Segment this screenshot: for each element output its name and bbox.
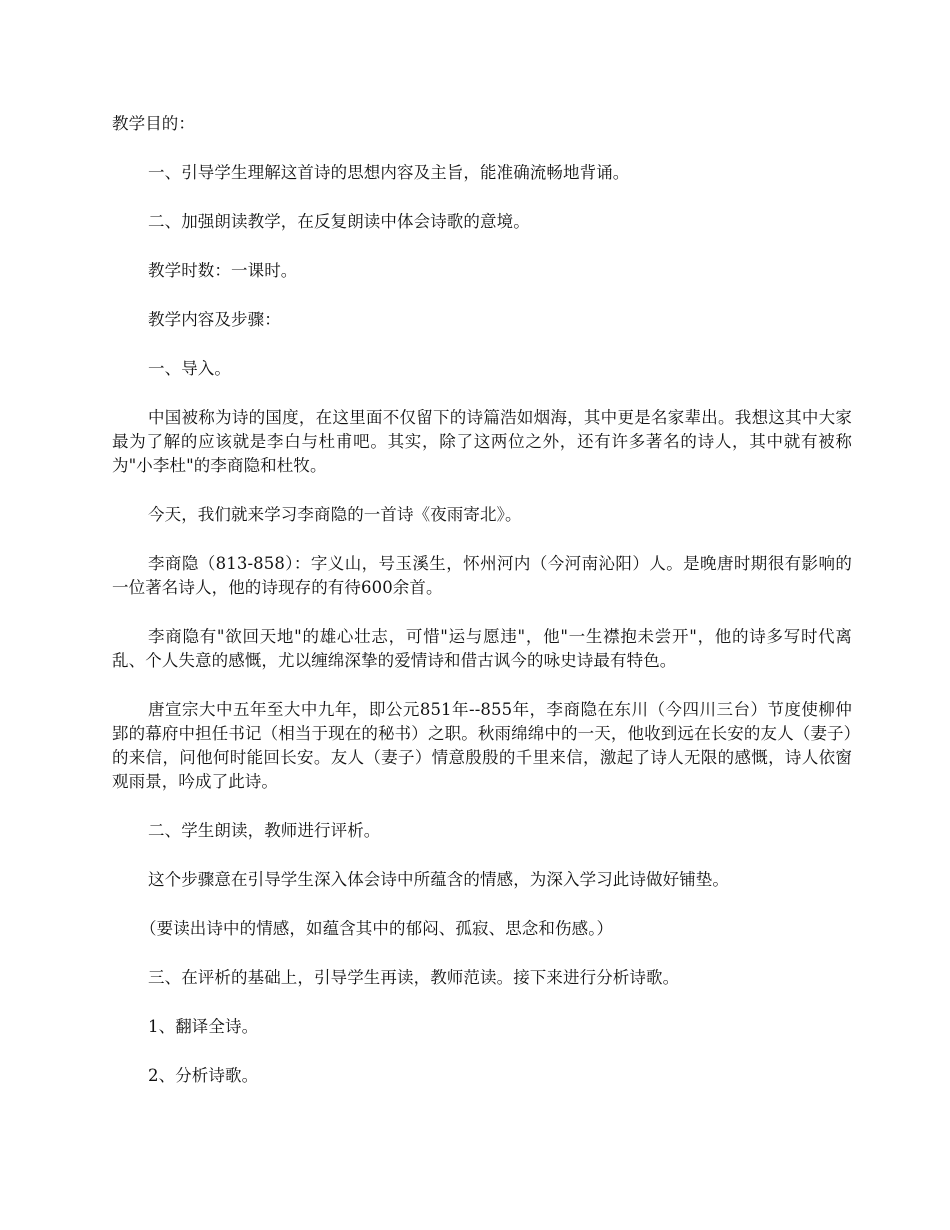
paragraph-background: 唐宣宗大中五年至大中九年，即公元851年--855年，李商隐在东川（今四川三台）节度使柳仲郢的幕府中担任书记（相当于现在的秘书）之职。秋雨绵绵中的一天，他收到远在长安的友人（妻子）的来信，问他何时能回长安。友人（妻子）情意殷殷的千里来信，激起了诗人无限的感慨，诗人依窗观雨景，吟成了此诗。 <box>112 700 852 791</box>
paragraph-substep-1: 1、翻译全诗。 <box>148 1017 259 1036</box>
paragraph-author-bio: 李商隐（813-858）：字义山，号玉溪生，怀州河内（今河南沁阳）人。是晚唐时期很有影响的一位著名诗人，他的诗现存的有待600余首。 <box>112 554 852 597</box>
paragraph-step-2: 二、学生朗读，教师进行评析。 <box>148 821 381 840</box>
paragraph-step-3: 三、在评析的基础上，引导学生再读，教师范读。接下来进行分析诗歌。 <box>148 968 680 987</box>
paragraph-class-hours: 教学时数：一课时。 <box>148 261 298 280</box>
section-heading: 教学目的： <box>112 114 195 133</box>
paragraph-objective-1: 一、引导学生理解这首诗的思想内容及主旨，能准确流畅地背诵。 <box>148 163 630 182</box>
paragraph-steps-heading: 教学内容及步骤： <box>148 310 281 329</box>
paragraph-objective-2: 二、加强朗读教学，在反复朗读中体会诗歌的意境。 <box>148 212 530 231</box>
paragraph-substep-2: 2、分析诗歌。 <box>148 1066 259 1085</box>
paragraph-step-2-remark: （要读出诗中的情感，如蕴含其中的郁闷、孤寂、思念和伤感。） <box>140 919 614 938</box>
paragraph-today: 今天，我们就来学习李商隐的一首诗《夜雨寄北》。 <box>148 505 522 524</box>
paragraph-step-1: 一、导入。 <box>148 359 231 378</box>
paragraph-step-2-note: 这个步骤意在引导学生深入体会诗中所蕴含的情感，为深入学习此诗做好铺垫。 <box>148 870 729 889</box>
paragraph-intro: 中国被称为诗的国度，在这里面不仅留下的诗篇浩如烟海，其中更是名家辈出。我想这其中大家最为了解的应该就是李白与杜甫吧。其实，除了这两位之外，还有许多著名的诗人，其中就有被称为"小李杜"的李商隐和杜牧。 <box>112 408 852 475</box>
paragraph-author-style: 李商隐有"欲回天地"的雄心壮志，可惜"运与愿违"，他"一生襟抱未尝开"，他的诗多写时代离乱、个人失意的感慨，尤以缠绵深挚的爱情诗和借古讽今的咏史诗最有特色。 <box>112 627 852 670</box>
document-page <box>112 112 852 1113</box>
